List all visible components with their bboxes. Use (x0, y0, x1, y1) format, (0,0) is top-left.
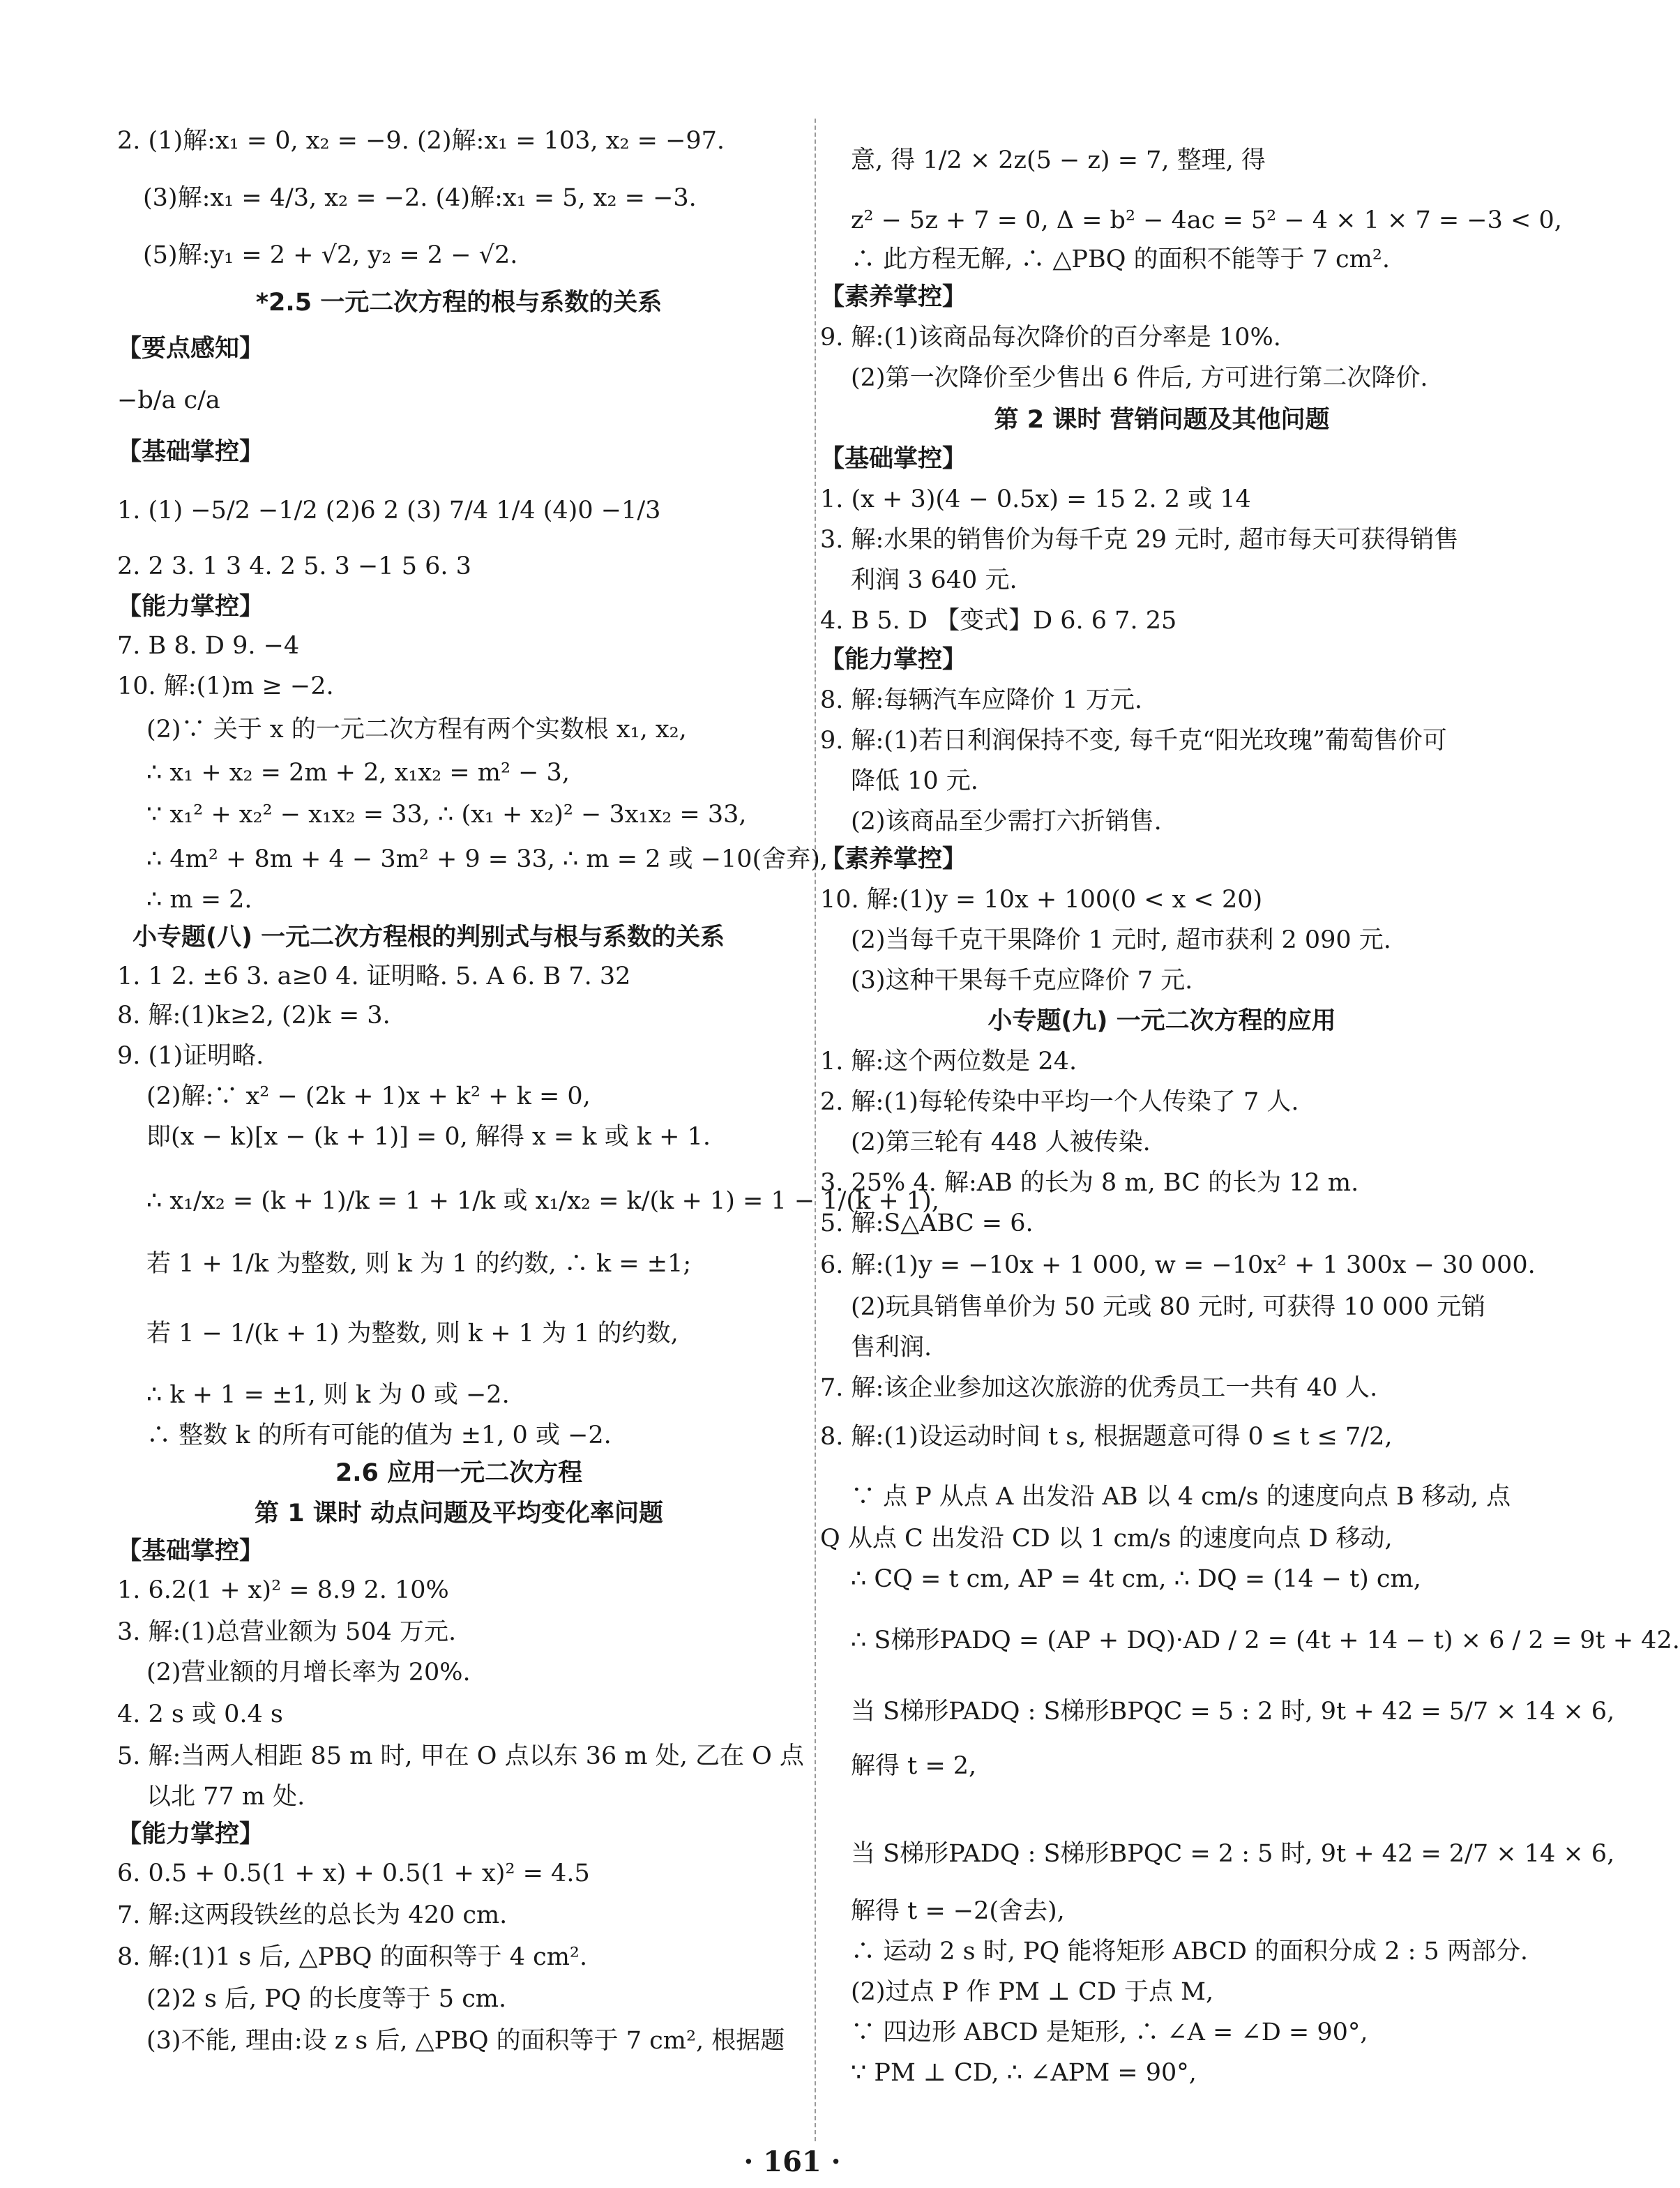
answer-line: ∴ 4m² + 8m + 4 − 3m² + 9 = 33, ∴ m = 2 或 −10(舍弃), (146, 845, 828, 873)
answer-line: 解得 t = −2(舍去), (851, 1897, 1065, 1925)
answer-line: (3)解:x₁ = 4/3, x₂ = −2. (4)解:x₁ = 5, x₂ = −3. (143, 184, 697, 212)
answer-line: 7. 解:该企业参加这次旅游的优秀员工一共有 40 人. (820, 1374, 1378, 1402)
subsection-heading: 【基础掌控】 (820, 445, 967, 473)
answer-line: ∵ 点 P 从点 A 出发沿 AB 以 4 cm/s 的速度向点 B 移动, 点 (851, 1483, 1511, 1511)
answer-line: ∵ 四边形 ABCD 是矩形, ∴ ∠A = ∠D = 90°, (851, 2019, 1368, 2046)
lesson-title: 第 2 课时 营销问题及其他问题 (994, 406, 1330, 434)
answer-line: ∵ x₁² + x₂² − x₁x₂ = 33, ∴ (x₁ + x₂)² − 3x₁x₂ = 33, (146, 801, 747, 829)
answer-line: (2)玩具销售单价为 50 元或 80 元时, 可获得 10 000 元销 (851, 1293, 1486, 1321)
answer-line: (5)解:y₁ = 2 + √2, y₂ = 2 − √2. (143, 241, 518, 269)
answer-line: 3. 解:水果的销售价为每千克 29 元时, 超市每天可获得销售 (820, 526, 1459, 554)
answer-line: 10. 解:(1)y = 10x + 100(0 < x < 20) (820, 886, 1263, 914)
subsection-heading: 【基础掌控】 (117, 1537, 264, 1565)
answer-line: ∴ x₁ + x₂ = 2m + 2, x₁x₂ = m² − 3, (146, 759, 570, 787)
answer-line: 7. B 8. D 9. −4 (117, 632, 300, 660)
answer-line: 9. 解:(1)该商品每次降价的百分率是 10%. (820, 324, 1281, 352)
answer-line: 1. (1) −5/2 −1/2 (2)6 2 (3) 7/4 1/4 (4)0 −1/3 (117, 497, 661, 525)
answer-line: 1. 1 2. ±6 3. a≥0 4. 证明略. 5. A 6. B 7. 32 (117, 963, 631, 990)
answer-line: −b/a c/a (117, 386, 220, 414)
answer-line: (2)营业额的月增长率为 20%. (146, 1659, 471, 1687)
answer-line: 解得 t = 2, (851, 1752, 977, 1780)
subsection-heading: 【素养掌控】 (820, 283, 967, 311)
answer-line: ∵ PM ⊥ CD, ∴ ∠APM = 90°, (851, 2059, 1197, 2087)
answer-line: 意, 得 1/2 × 2z(5 − z) = 7, 整理, 得 (851, 146, 1266, 174)
answer-line: (2)过点 P 作 PM ⊥ CD 于点 M, (851, 1978, 1214, 2006)
answer-line: 1. 6.2(1 + x)² = 8.9 2. 10% (117, 1576, 449, 1604)
answer-line: 8. 解:每辆汽车应降价 1 万元. (820, 686, 1142, 714)
answer-line: (2)2 s 后, PQ 的长度等于 5 cm. (146, 1985, 507, 2013)
answer-line: 当 S梯形PADQ : S梯形BPQC = 2 : 5 时, 9t + 42 = 2/7 × 14 × 6, (851, 1840, 1615, 1868)
answer-line: 1. (x + 3)(4 − 0.5x) = 15 2. 2 或 14 (820, 485, 1251, 513)
answer-line: ∴ S梯形PADQ = (AP + DQ)·AD / 2 = (4t + 14 − t) × 6 / 2 = 9t + 42. (851, 1627, 1680, 1654)
section-title: 2.6 应用一元二次方程 (335, 1459, 583, 1487)
answer-line: 即(x − k)[x − (k + 1)] = 0, 解得 x = k 或 k + 1. (146, 1123, 711, 1151)
answer-line: 利润 3 640 元. (851, 566, 1017, 594)
answer-line: 6. 解:(1)y = −10x + 1 000, w = −10x² + 1 300x − 30 000. (820, 1251, 1536, 1279)
answer-line: 售利润. (851, 1334, 932, 1361)
answer-line: 4. B 5. D 【变式】D 6. 6 7. 25 (820, 607, 1177, 635)
answer-line: 8. 解:(1)k≥2, (2)k = 3. (117, 1002, 391, 1029)
subsection-heading: 【能力掌控】 (117, 1820, 264, 1848)
answer-line: Q 从点 C 出发沿 CD 以 1 cm/s 的速度向点 D 移动, (820, 1525, 1393, 1553)
answer-line: ∴ 此方程无解, ∴ △PBQ 的面积不能等于 7 cm². (851, 246, 1390, 273)
answer-line: 7. 解:这两段铁丝的总长为 420 cm. (117, 1901, 508, 1929)
answer-line: (2)该商品至少需打六折销售. (851, 808, 1162, 836)
answer-line: (2)第一次降价至少售出 6 件后, 方可进行第二次降价. (851, 364, 1428, 392)
answer-line: 5. 解:当两人相距 85 m 时, 甲在 O 点以东 36 m 处, 乙在 O 点 (117, 1742, 804, 1770)
lesson-title: 第 1 课时 动点问题及平均变化率问题 (255, 1500, 663, 1527)
answer-line: 3. 25% 4. 解:AB 的长为 8 m, BC 的长为 12 m. (820, 1169, 1359, 1197)
answer-line: ∴ x₁/x₂ = (k + 1)/k = 1 + 1/k 或 x₁/x₂ = k/(k + 1) = 1 − 1/(k + 1), (146, 1187, 939, 1215)
answer-line: ∴ m = 2. (146, 886, 252, 914)
answer-line: 以北 77 m 处. (146, 1783, 305, 1811)
answer-line: 9. 解:(1)若日利润保持不变, 每千克“阳光玫瑰”葡萄售价可 (820, 727, 1447, 755)
answer-line: ∴ CQ = t cm, AP = 4t cm, ∴ DQ = (14 − t) cm, (851, 1565, 1421, 1593)
answer-line: ∴ k + 1 = ±1, 则 k 为 0 或 −2. (146, 1381, 510, 1409)
answer-line: 降低 10 元. (851, 767, 978, 795)
subsection-heading: 【能力掌控】 (117, 593, 264, 621)
answer-line: 10. 解:(1)m ≥ −2. (117, 672, 334, 700)
answer-line: ∴ 运动 2 s 时, PQ 能将矩形 ABCD 的面积分成 2 : 5 两部分. (851, 1938, 1529, 1966)
answer-line: 5. 解:S△ABC = 6. (820, 1209, 1034, 1237)
section-title: 小专题(九) 一元二次方程的应用 (987, 1007, 1336, 1035)
section-title: *2.5 一元二次方程的根与系数的关系 (255, 289, 663, 317)
answer-line: 若 1 − 1/(k + 1) 为整数, 则 k + 1 为 1 的约数, (146, 1320, 679, 1348)
subsection-heading: 【素养掌控】 (820, 845, 967, 873)
answer-line: ∴ 整数 k 的所有可能的值为 ±1, 0 或 −2. (146, 1421, 612, 1449)
answer-line: 当 S梯形PADQ : S梯形BPQC = 5 : 2 时, 9t + 42 = 5/7 × 14 × 6, (851, 1698, 1615, 1726)
subsection-heading: 【要点感知】 (117, 335, 264, 363)
answer-line: 2. (1)解:x₁ = 0, x₂ = −9. (2)解:x₁ = 103, x₂ = −97. (117, 127, 725, 155)
page-number: · 161 · (743, 2145, 841, 2178)
answer-line: 2. 解:(1)每轮传染中平均一个人传染了 7 人. (820, 1088, 1299, 1116)
subsection-heading: 【能力掌控】 (820, 646, 967, 674)
answer-line: z² − 5z + 7 = 0, Δ = b² − 4ac = 5² − 4 × 1 × 7 = −3 < 0, (851, 206, 1562, 234)
answer-line: 9. (1)证明略. (117, 1042, 264, 1070)
answer-line: 8. 解:(1)设运动时间 t s, 根据题意可得 0 ≤ t ≤ 7/2, (820, 1423, 1393, 1451)
answer-line: (3)这种干果每千克应降价 7 元. (851, 967, 1193, 995)
answer-line: 6. 0.5 + 0.5(1 + x) + 0.5(1 + x)² = 4.5 (117, 1859, 590, 1887)
answer-line: (2)解:∵ x² − (2k + 1)x + k² + k = 0, (146, 1082, 591, 1110)
answer-line: (2)第三轮有 448 人被传染. (851, 1129, 1151, 1156)
answer-line: (2)∵ 关于 x 的一元二次方程有两个实数根 x₁, x₂, (146, 716, 687, 744)
answer-line: 8. 解:(1)1 s 后, △PBQ 的面积等于 4 cm². (117, 1943, 588, 1971)
section-title: 小专题(八) 一元二次方程根的判别式与根与系数的关系 (133, 923, 725, 951)
answer-line: 1. 解:这个两位数是 24. (820, 1048, 1077, 1076)
subsection-heading: 【基础掌控】 (117, 438, 264, 466)
answer-line: (3)不能, 理由:设 z s 后, △PBQ 的面积等于 7 cm², 根据题 (146, 2027, 785, 2055)
answer-line: 若 1 + 1/k 为整数, 则 k 为 1 的约数, ∴ k = ±1; (146, 1250, 692, 1278)
answer-line: 3. 解:(1)总营业额为 504 万元. (117, 1618, 457, 1646)
answer-line: (2)当每千克干果降价 1 元时, 超市获利 2 090 元. (851, 926, 1391, 954)
column-divider (815, 119, 816, 2141)
answer-line: 2. 2 3. 1 3 4. 2 5. 3 −1 5 6. 3 (117, 552, 471, 580)
answer-line: 4. 2 s 或 0.4 s (117, 1700, 283, 1728)
